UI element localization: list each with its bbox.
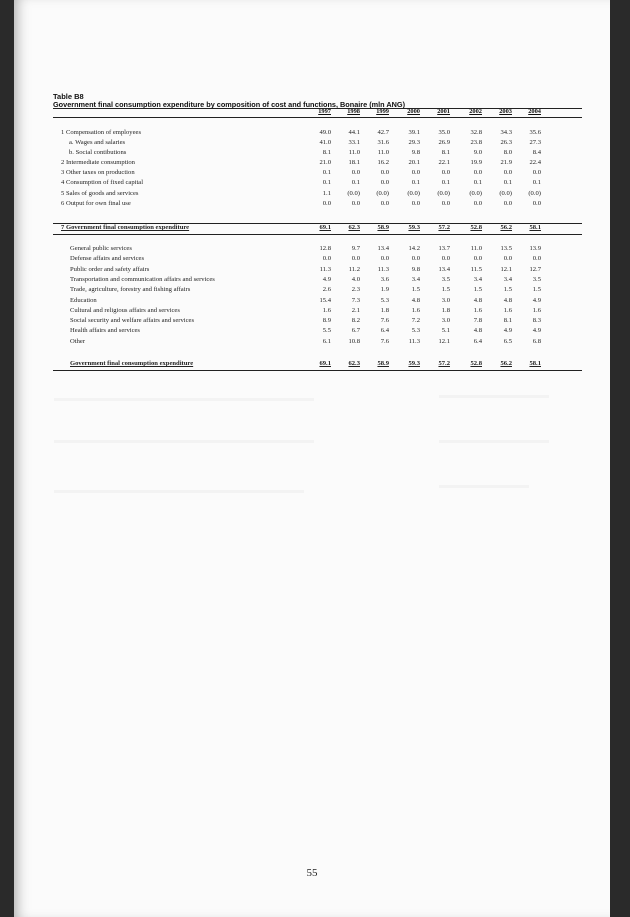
year-header: 2001 [437,108,450,115]
row-label: Health affairs and services [70,327,140,335]
cell-value: 22.1 [438,159,450,166]
cell-value: (0.0) [469,190,482,197]
cell-value: 9.0 [473,149,482,156]
cell-value: 0.0 [503,200,512,207]
function-total-bottom-rule [53,370,582,371]
table-row [14,179,610,189]
row-label: 1 Compensation of employees [61,129,142,136]
cell-value: (0.0) [376,190,389,197]
cell-value: 52.8 [470,224,482,231]
cell-value: 5.1 [441,327,450,335]
cell-value: 5.3 [380,296,389,304]
cell-value: 35.0 [438,129,450,136]
cell-value: 26.9 [438,139,450,146]
cell-value: 9.7 [351,245,360,252]
cell-value: 4.9 [532,296,541,304]
cell-value: 0.0 [380,255,389,263]
cell-value: 35.6 [529,129,541,136]
header-bottom-rule [53,117,582,118]
cell-value: 59.3 [408,224,420,231]
cell-value: (0.0) [437,190,450,197]
cell-value: 6.7 [351,327,360,335]
cell-value: (0.0) [499,190,512,197]
cell-value: 0.1 [411,179,420,186]
cell-value: 34.3 [500,129,512,136]
row-label: Defense affairs and services [70,255,145,263]
bleed-through-mark [54,398,314,401]
cell-value: 29.3 [408,139,420,146]
document-page [14,0,610,917]
row-label: 4 Consumption of fixed capital [61,179,144,186]
cell-value: 0.0 [441,255,450,263]
cell-value: 8.1 [503,317,512,325]
table-row [14,129,610,139]
row-label: a. Wages and salaries [69,139,126,146]
cell-value: 62.3 [348,360,360,367]
cell-value: 1.6 [532,306,541,314]
cell-value: 0.0 [473,169,482,176]
cell-value: 0.0 [380,179,389,186]
cell-value: 58.1 [529,224,541,231]
row-label: General public services [70,245,132,252]
cell-value: 0.0 [532,200,541,207]
row-label: Public order and safety affairs [70,265,150,273]
year-header: 1999 [376,108,389,115]
row-label: Transportation and communication affairs and services [70,275,215,283]
table-row [14,139,610,149]
cell-value: 8.2 [351,317,360,325]
cell-value: 0.1 [503,179,512,186]
table-row [14,169,610,179]
cell-value: 7.3 [351,296,360,304]
cell-value: 13.4 [438,265,450,273]
table-row [14,286,610,296]
table-row [14,307,610,317]
row-label: 7 Government final consumption expenditure [61,224,190,231]
table-row [14,255,610,265]
cell-value: 23.8 [470,139,482,146]
cell-value: 5.5 [322,327,331,335]
cell-value: 69.1 [319,360,331,367]
bleed-through-mark [439,395,549,398]
year-header: 1997 [318,108,331,115]
cell-value: 0.0 [380,200,389,207]
cell-value: 6.1 [322,337,331,345]
cell-value: 56.2 [500,224,512,231]
cell-value: 6.4 [380,327,389,335]
cell-value: 11.2 [348,265,360,273]
cell-value: 41.0 [319,139,331,146]
cell-value: 6.8 [532,337,541,345]
cell-value: 7.6 [380,337,389,345]
cell-value: 12.1 [500,265,512,273]
cell-value: 6.4 [473,337,482,345]
cell-value: 1.5 [532,286,541,294]
bleed-through-mark [439,485,529,488]
cell-value: 62.3 [348,224,360,231]
cell-value: 21.0 [319,159,331,166]
cell-value: 4.8 [503,296,512,304]
cell-value: 1.6 [473,306,482,314]
cell-value: 1.6 [503,306,512,314]
row-label: Government final consumption expenditure [70,360,194,367]
cell-value: 32.8 [470,129,482,136]
cell-value: 0.0 [473,200,482,207]
cell-value: 15.4 [319,296,331,304]
year-header: 1998 [347,108,360,115]
cell-value: 0.0 [503,169,512,176]
cell-value: 0.0 [411,255,420,263]
cell-value: 3.4 [503,275,512,283]
cell-value: 0.0 [473,255,482,263]
cell-value: 0.0 [532,255,541,263]
cell-value: 56.2 [500,360,512,367]
year-header: 2003 [499,108,512,115]
row-label: Education [70,296,97,304]
cell-value: 8.1 [322,149,331,156]
cell-value: 11.0 [377,149,389,156]
total-row [14,360,610,370]
table-row [14,190,610,200]
bleed-through-mark [439,440,549,443]
row-label: 3 Other taxes on production [61,169,135,176]
cell-value: 57.2 [438,360,450,367]
cell-value: 22.4 [529,159,541,166]
cell-value: 3.4 [411,275,420,283]
cell-value: 0.0 [411,200,420,207]
row-label: 2 Intermediate consumption [61,159,135,166]
cell-value: 11.3 [408,337,420,345]
cell-value: 7.6 [380,317,389,325]
bleed-through-mark [54,440,314,443]
cell-value: 8.0 [503,149,512,156]
cell-value: 0.0 [532,169,541,176]
cell-value: 0.0 [441,169,450,176]
cell-value: 2.6 [322,286,331,294]
cell-value: 26.3 [500,139,512,146]
row-label: Trade, agriculture, forestry and fishing affairs [70,286,191,294]
cell-value: 69.1 [319,224,331,231]
cell-value: 1.1 [322,190,331,197]
cell-value: 18.1 [348,159,360,166]
cell-value: 9.8 [411,265,420,273]
cell-value: 12.1 [438,337,450,345]
cell-value: 0.1 [322,179,331,186]
cell-value: 11.0 [470,245,482,252]
cell-value: 1.5 [473,286,482,294]
cell-value: 4.9 [322,275,331,283]
cost-total-bottom-rule [53,234,582,235]
cell-value: 0.0 [351,169,360,176]
cell-value: 31.6 [377,139,389,146]
cell-value: 5.3 [411,327,420,335]
cell-value: 0.0 [322,255,331,263]
cell-value: 42.7 [377,129,389,136]
cell-value: 11.5 [470,265,482,273]
cell-value: 3.0 [441,296,450,304]
cell-value: 58.1 [529,360,541,367]
cell-value: 3.5 [532,275,541,283]
cell-value: 1.5 [411,286,420,294]
row-label: Cultural and religious affairs and services [70,306,180,314]
year-header: 2002 [469,108,482,115]
cell-value: 2.1 [351,306,360,314]
cell-value: 57.2 [438,224,450,231]
year-header: 2004 [528,108,541,115]
cell-value: 58.9 [377,224,389,231]
cell-value: 4.8 [411,296,420,304]
table-row [14,245,610,255]
cell-value: 1.5 [503,286,512,294]
cell-value: 13.7 [438,245,450,252]
cell-value: 11.3 [377,265,389,273]
total-row [14,224,610,234]
table-row [14,200,610,210]
cell-value: 12.8 [319,245,331,252]
cell-value: 8.4 [532,149,541,156]
cell-value: 58.9 [377,360,389,367]
cell-value: 12.7 [529,265,541,273]
cell-value: 8.3 [532,317,541,325]
row-label: Social security and welfare affairs and services [70,317,195,325]
row-label: 6 Output for own final use [61,200,131,207]
table-row [14,338,610,348]
table-row [14,327,610,337]
cell-value: 0.0 [322,200,331,207]
cell-value: 14.2 [408,245,420,252]
cell-value: 3.4 [473,275,482,283]
cell-value: 9.8 [411,149,420,156]
cell-value: 10.8 [348,337,360,345]
cell-value: (0.0) [407,190,420,197]
cell-value: 27.3 [529,139,541,146]
cell-value: 39.1 [408,129,420,136]
cell-value: 3.0 [441,317,450,325]
table-row [14,317,610,327]
cell-value: 4.9 [532,327,541,335]
cell-value: 7.2 [411,317,420,325]
cell-value: (0.0) [347,190,360,197]
cell-value: 13.5 [500,245,512,252]
table-title: Government final consumption expenditure by composition of cost and functions, Bonaire (mln ANG) [53,100,406,109]
cell-value: 6.5 [503,337,512,345]
cell-value: 44.1 [348,129,360,136]
cell-value: 1.5 [441,286,450,294]
cell-value: 4.8 [473,296,482,304]
cell-value: 4.9 [503,327,512,335]
cell-value: 21.9 [500,159,512,166]
cell-value: 16.2 [377,159,389,166]
page-number: 55 [306,867,318,879]
cell-value: 0.0 [503,255,512,263]
cell-value: 49.0 [319,129,331,136]
row-label: Other [70,337,86,345]
cell-value: 13.9 [529,245,541,252]
cell-value: 20.1 [408,159,420,166]
cell-value: 0.0 [411,169,420,176]
cell-value: 0.1 [532,179,541,186]
cell-value: 0.1 [322,169,331,176]
row-label: 5 Sales of goods and services [61,190,139,197]
cell-value: 19.9 [470,159,482,166]
table-row [14,276,610,286]
cell-value: 11.3 [319,265,331,273]
cell-value: 11.0 [348,149,360,156]
cell-value: 8.9 [322,317,331,325]
cell-value: 3.6 [380,275,389,283]
table-row [14,159,610,169]
cell-value: 1.6 [411,306,420,314]
cell-value: 0.0 [351,255,360,263]
row-label: b. Social contibutions [69,149,127,156]
cell-value: 1.6 [322,306,331,314]
table-row [14,297,610,307]
cell-value: 0.0 [351,200,360,207]
cell-value: 0.0 [441,200,450,207]
cell-value: 0.1 [473,179,482,186]
cell-value: 13.4 [377,245,389,252]
cell-value: 59.3 [408,360,420,367]
cell-value: 52.8 [470,360,482,367]
table-label: Table B8 [53,92,84,101]
bleed-through-mark [54,490,304,493]
cell-value: 0.0 [380,169,389,176]
cell-value: 1.8 [441,306,450,314]
cell-value: 8.1 [441,149,450,156]
table-row [14,266,610,276]
cell-value: 2.3 [351,286,360,294]
year-header: 2000 [407,108,420,115]
cell-value: 0.1 [351,179,360,186]
cell-value: 1.8 [380,306,389,314]
cell-value: 4.8 [473,327,482,335]
cell-value: 7.8 [473,317,482,325]
cell-value: 1.9 [380,286,389,294]
cell-value: (0.0) [528,190,541,197]
cell-value: 4.0 [351,275,360,283]
cell-value: 0.1 [441,179,450,186]
cell-value: 33.1 [348,139,360,146]
table-row [14,149,610,159]
cell-value: 3.5 [441,275,450,283]
